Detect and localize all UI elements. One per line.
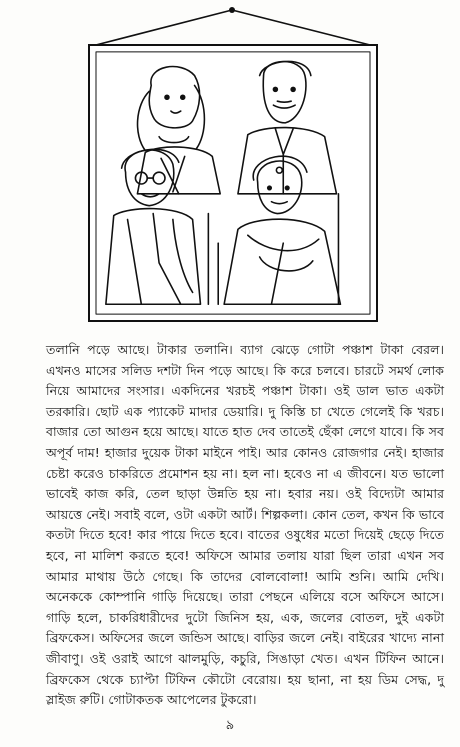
illustration-area (0, 0, 460, 330)
family-portrait-icon (90, 46, 376, 320)
family-portrait-frame (88, 44, 378, 322)
story-text (46, 340, 444, 711)
story-paragraph: তলানি পড়ে আছে। টাকার তলানি। ব্যাগ ঝেড়ে গোটা পঞ্চাশ টাকা বেরল। এখনও মাসের সলিড দশটা দিন পড়ে আছে। কি করে চলবে। চারটে সমর্থ লোক নিয়ে আমাদের সংসার। একদিনের খরচই পঞ্চাশ টাকা। ওই ডাল ভাত একটা তরকারি। ছোট এক প্যাকেট মাদার ডেয়ারি। দু কিস্তি চা খেতে গেলেই কি খরচ। বাজার তো আগুন হয়ে আছে। যাতে হাত দেব তাতেই ছেঁকা লেগে যাবে। কি সব অপূর্ব দাম! হাজার দুয়েক টাকা মাইনে পাই। আর কোনও রোজগার নেই। হাজার চেষ্টা করেও চাকরিতে প্রমোশন হয় না। হল না। হবেও না এ জীবনে। যত ভালো ভাবেই কাজ করি, তেল ছাড়া উন্নতি হয় না। হবার নয়। ওই বিদ্যেটা আমার আয়ত্তে নেই। সবাই বলে, ওটা একটা আর্ট। শিল্পকলা। কোন তেল, কখন কি ভাবে কতটা দিতে হবে! কার পায়ে দিতে হবে। বাতের ওষুধের মতো দিয়েই ছেড়ে দিতে হবে, না মালিশ করতে হবে! অফিসে আমার তলায় যারা ছিল তারা এখন সব আমার মাথায় উঠে গেছে। কি তাদের বোলবোলা! আমি শুনি। আমি দেখি। অনেককে কোম্পানি গাড়ি দিয়েছে। তারা পেছনে এলিয়ে বসে অফিসে আসে। গাড়ি হলে, চাকরিধারীদের দুটো জিনিস হয়, এক, জলের বোতল, দুই একটা ব্রিফকেস। অফিসের জলে জন্ডিস আছে। বাড়ির জলে নেই। বাইরের খাদ্যে নানা জীবাণু। ওই ওরাই আগে ঝালমুড়ি, কচুরি, সিঙাড়া খেত। এখন টিফিন আনে। ব্রিফকেস থেকে চ্যাপ্টা টিফিন কৌটো বেরোয়। হয় ছানা, না হয় ডিম সেদ্ধ, দু স্লাইজ রুটি। গোটাকতক আপেলের টুকরো। (46, 342, 444, 708)
page-number: ৯ (225, 718, 235, 733)
